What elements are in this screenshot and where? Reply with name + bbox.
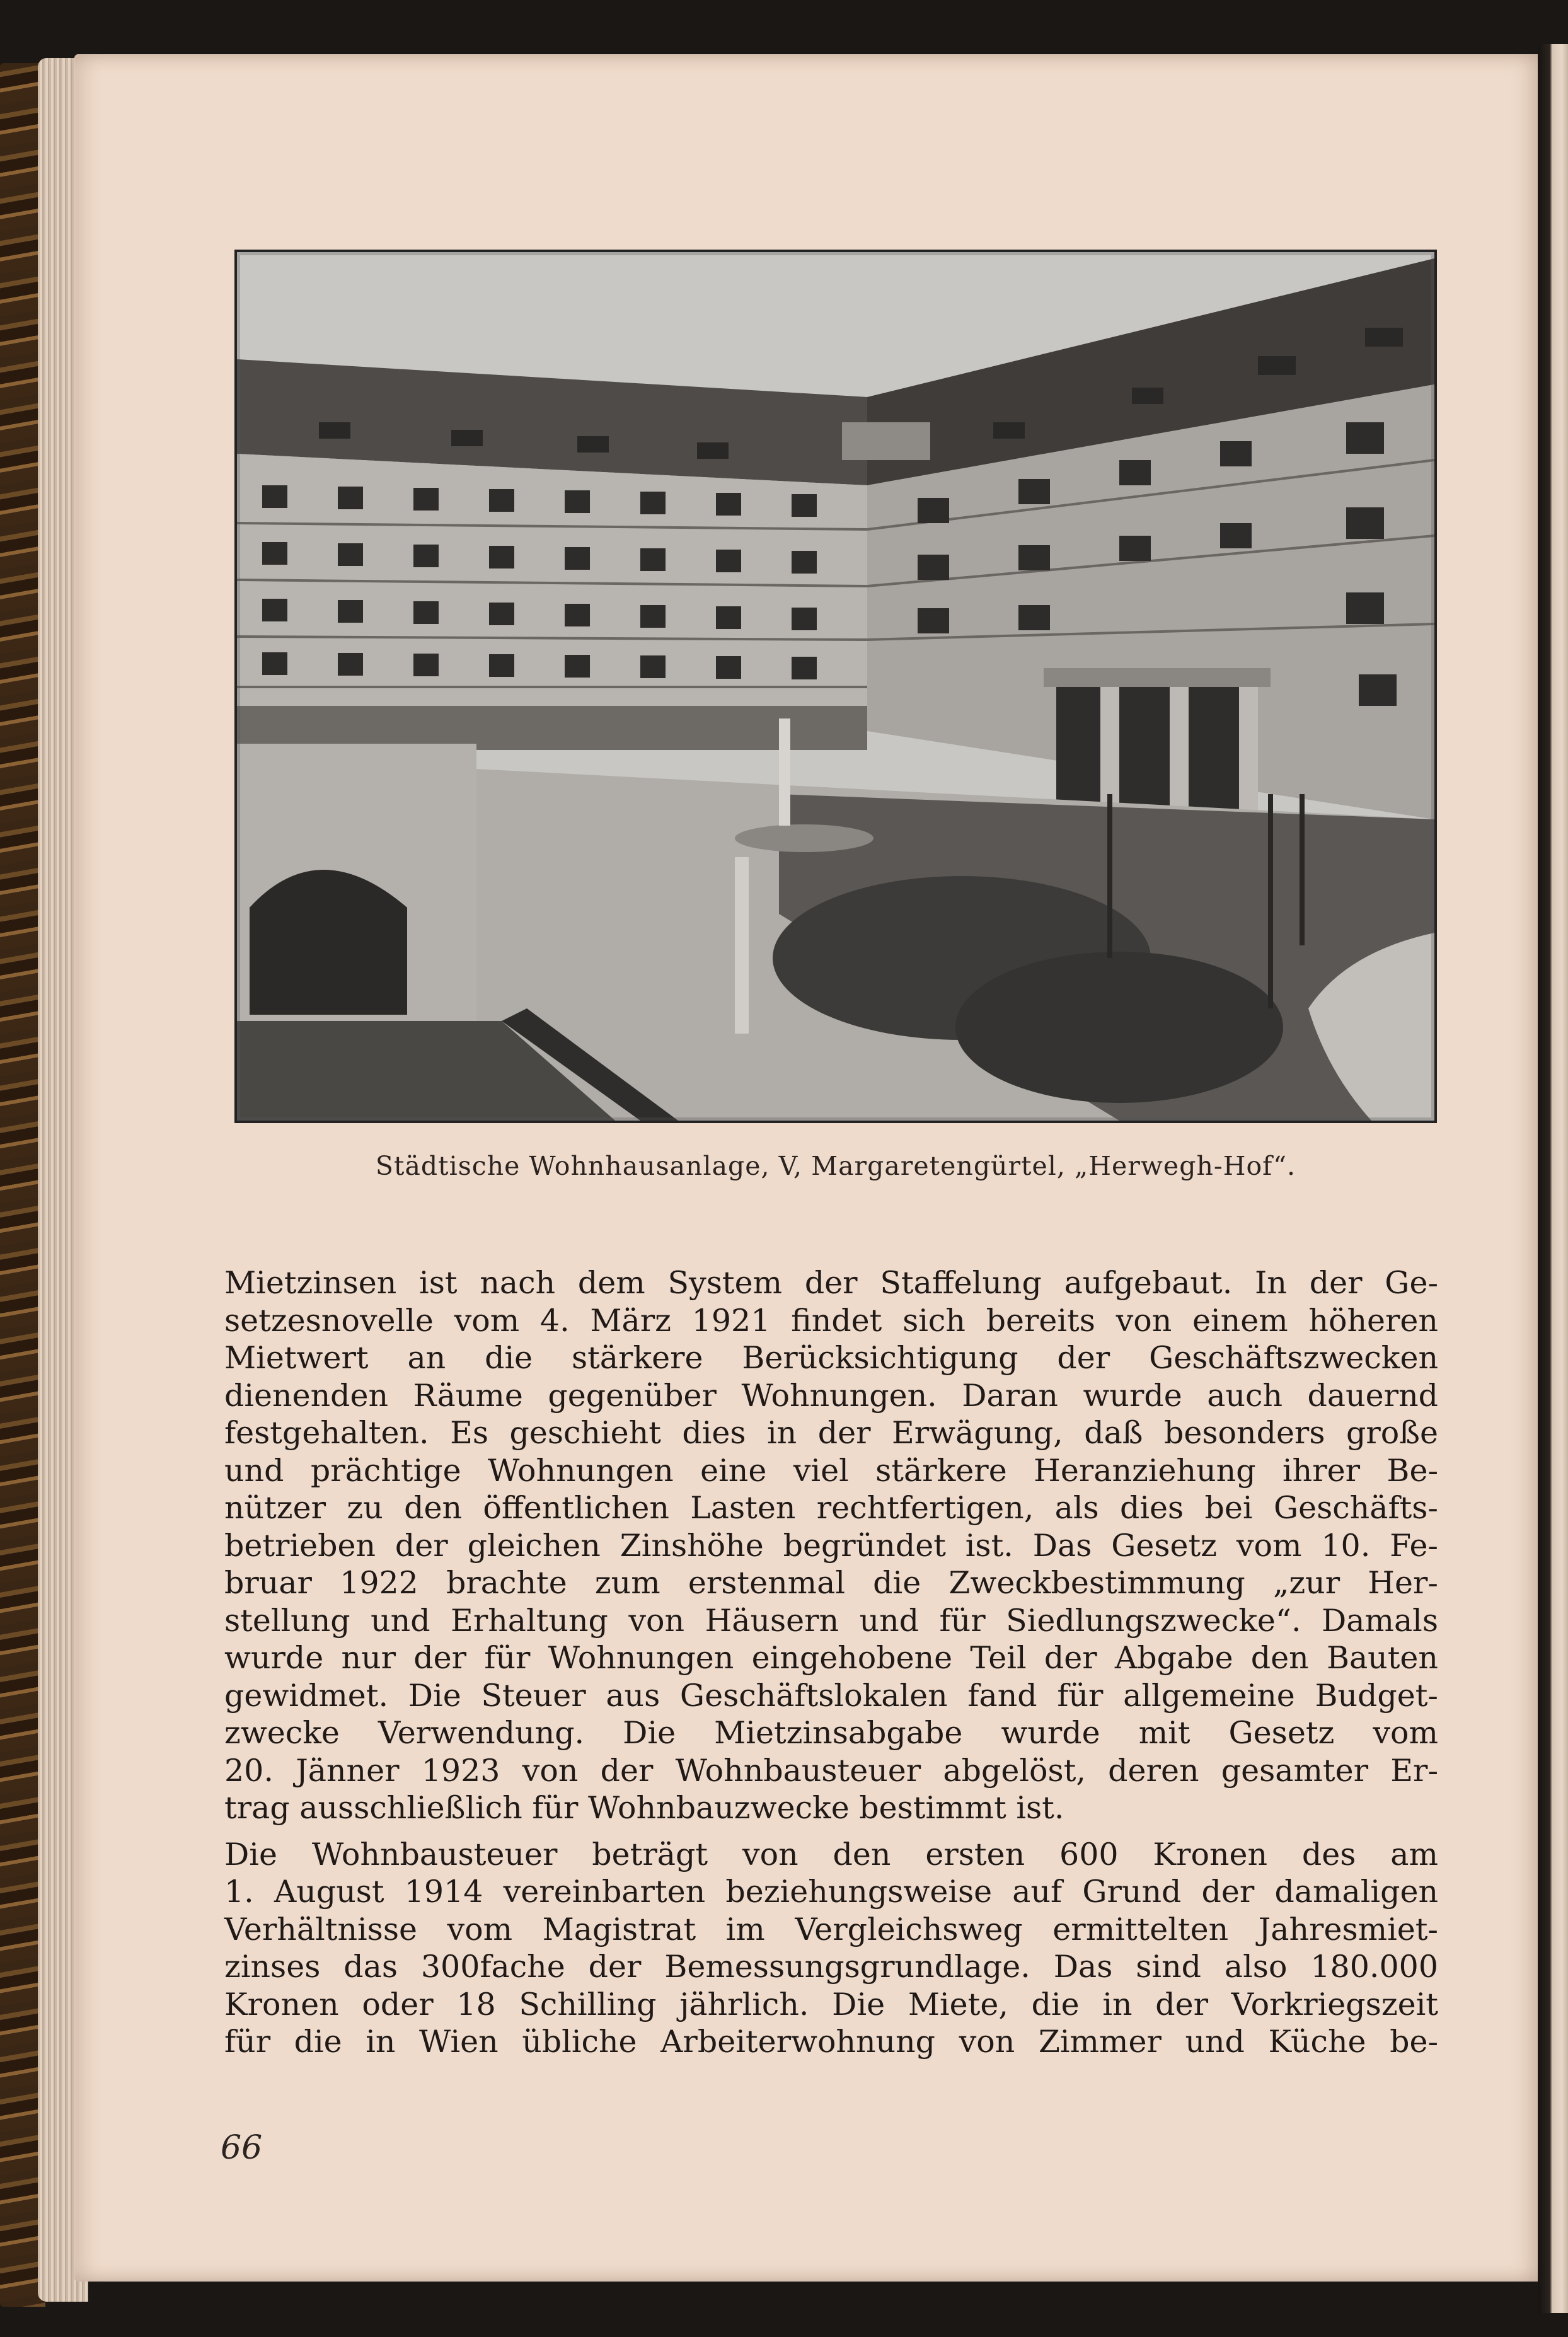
text-line: Die Wohnbausteuer beträgt von den ersten 600 Kronen des am bbox=[224, 1836, 1438, 1872]
text-line: 1. August 1914 vereinbarten beziehungsweise auf Grund der damaligen bbox=[224, 1874, 1438, 1910]
paragraph-1 bbox=[224, 1264, 1438, 1827]
text-line: festgehalten. Es geschieht dies in der Erwägung, daß besonders große bbox=[224, 1415, 1438, 1451]
text-line: zinses das 300fache der Bemessungsgrundlage. Das sind also 180.000 bbox=[224, 1949, 1438, 1985]
page-number: 66 bbox=[221, 2129, 263, 2167]
text-line: 20. Jänner 1923 von der Wohnbausteuer abgelöst, deren gesamter Er- bbox=[224, 1752, 1438, 1789]
text-line: gewidmet. Die Steuer aus Geschäftslokalen fand für allgemeine Budget- bbox=[224, 1677, 1438, 1714]
text-line: für die in Wien übliche Arbeiterwohnung von Zimmer und Küche be- bbox=[224, 2024, 1438, 2060]
building-photograph bbox=[234, 250, 1437, 1123]
body-text bbox=[224, 1264, 1438, 2070]
paragraph-2 bbox=[224, 1836, 1438, 2061]
text-line: trag ausschließlich für Wohnbauzwecke bestimmt ist. bbox=[224, 1790, 1064, 1826]
facing-page-edge bbox=[1538, 44, 1568, 2313]
text-line: betrieben der gleichen Zinshöhe begründet ist. Das Gesetz vom 10. Fe- bbox=[224, 1527, 1438, 1564]
text-line: stellung und Erhaltung von Häusern und für Siedlungszwecke“. Damals bbox=[224, 1602, 1438, 1639]
text-line: bruar 1922 brachte zum erstenmal die Zweckbestimmung „zur Her- bbox=[224, 1565, 1438, 1601]
text-line: Kronen oder 18 Schilling jährlich. Die Miete, die in der Vorkriegszeit bbox=[224, 1986, 1438, 2023]
photo-caption: Städtische Wohnhausanlage, V, Margaretengürtel, „Herwegh-Hof“. bbox=[375, 1151, 1296, 1181]
text-line: dienenden Räume gegenüber Wohnungen. Daran wurde auch dauernd bbox=[224, 1377, 1438, 1414]
text-line: Mietzinsen ist nach dem System der Staffelung aufgebaut. In der Ge- bbox=[224, 1265, 1438, 1301]
text-line: setzesnovelle vom 4. März 1921 findet sich bereits von einem höheren bbox=[224, 1302, 1438, 1339]
text-line: und prächtige Wohnungen eine viel stärkere Heranziehung ihrer Be- bbox=[224, 1452, 1438, 1489]
text-line: nützer zu den öffentlichen Lasten rechtfertigen, als dies bei Geschäfts- bbox=[224, 1490, 1438, 1526]
text-line: zwecke Verwendung. Die Mietzinsabgabe wurde mit Gesetz vom bbox=[224, 1715, 1438, 1751]
text-line: Verhältnisse vom Magistrat im Vergleichsweg ermittelten Jahresmiet- bbox=[224, 1911, 1438, 1948]
text-line: Mietwert an die stärkere Berücksichtigung der Geschäftszwecken bbox=[224, 1340, 1438, 1376]
text-line: wurde nur der für Wohnungen eingehobene Teil der Abgabe den Bauten bbox=[224, 1640, 1438, 1676]
